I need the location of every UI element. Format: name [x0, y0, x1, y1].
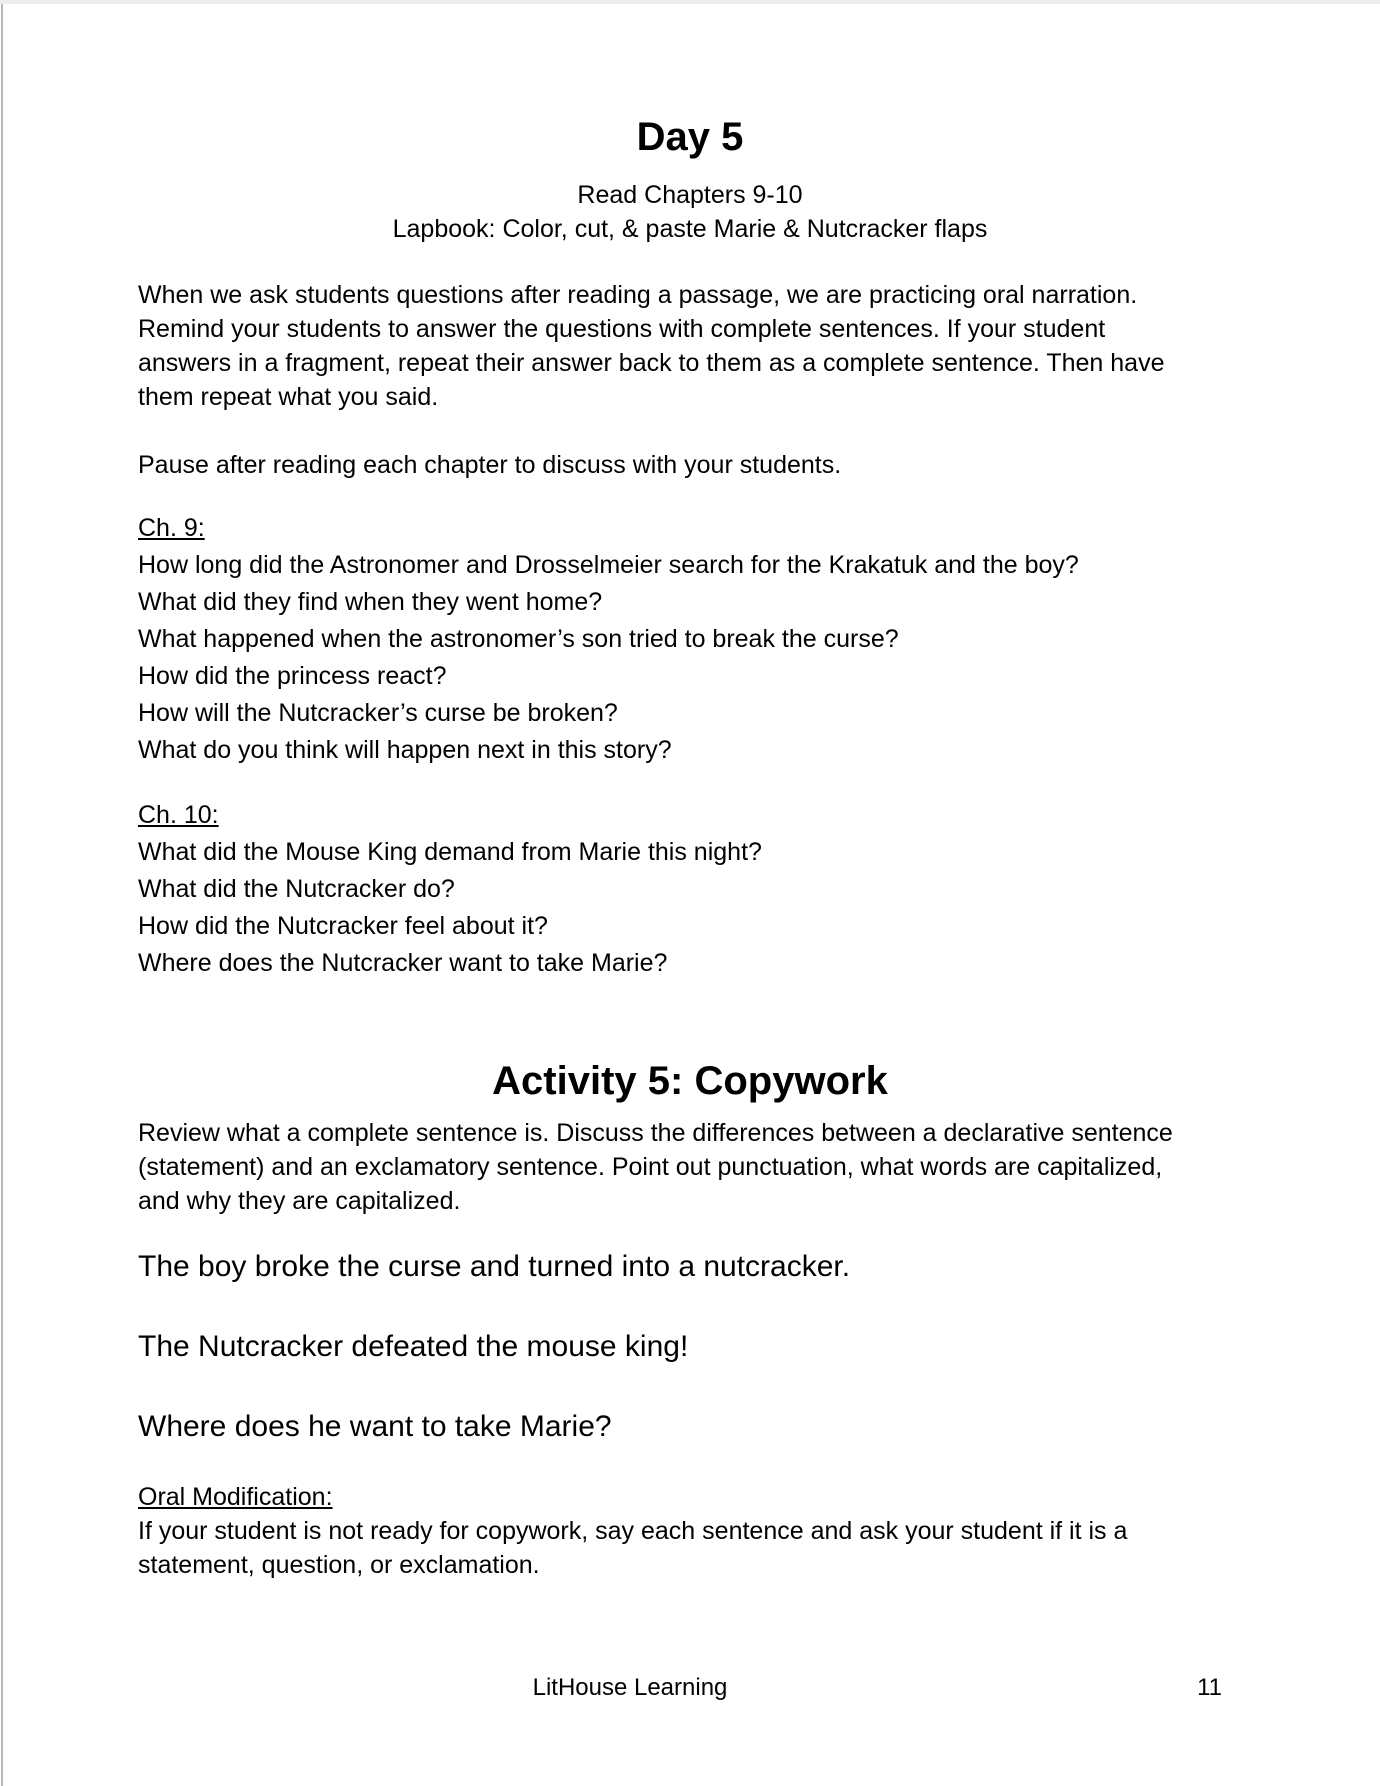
page-content — [138, 0, 1242, 1582]
question: Where does the Nutcracker want to take Marie? — [138, 949, 668, 977]
copywork-sentence: The Nutcracker defeated the mouse king! — [138, 1330, 689, 1363]
paragraph-line: Review what a complete sentence is. Discuss the differences between a declarative sentence — [138, 1119, 1173, 1147]
day-title: Day 5 — [636, 115, 744, 159]
paragraph-line: and why they are capitalized. — [138, 1187, 461, 1215]
chapter-10-section — [138, 797, 1242, 982]
subtitle-line: Lapbook: Color, cut, & paste Marie & Nutcracker flaps — [392, 215, 988, 243]
chapter-9-label — [138, 510, 1242, 547]
copywork-sentence: Where does he want to take Marie? — [138, 1410, 612, 1443]
paragraph-line: them repeat what you said. — [138, 383, 439, 411]
question: How did the Nutcracker feel about it? — [138, 912, 548, 940]
paragraph-line: answers in a fragment, repeat their answer back to them as a complete sentence. Then have — [138, 349, 1165, 377]
question: What did the Nutcracker do? — [138, 875, 455, 903]
review-paragraph — [138, 1116, 1242, 1218]
question: How did the princess react? — [138, 662, 447, 690]
chapter-9-section — [138, 510, 1242, 769]
question: What did the Mouse King demand from Marie this night? — [138, 838, 762, 866]
question: What did they find when they went home? — [138, 588, 603, 616]
copywork-sentence: The boy broke the curse and turned into a nutcracker. — [138, 1250, 851, 1283]
paragraph-line: Pause after reading each chapter to discuss with your students. — [138, 451, 842, 479]
oral-modification-paragraph — [138, 1514, 1242, 1582]
intro-paragraph — [138, 278, 1242, 414]
page-left-edge — [1, 4, 3, 1786]
paragraph-line: (statement) and an exclamatory sentence. Point out punctuation, what words are capitalized, — [138, 1153, 1163, 1181]
paragraph-line: Remind your students to answer the questions with complete sentences. If your student — [138, 315, 1106, 343]
question: How long did the Astronomer and Drosselmeier search for the Krakatuk and the boy? — [138, 551, 1079, 579]
question: What happened when the astronomer’s son tried to break the curse? — [138, 625, 899, 653]
question: How will the Nutcracker’s curse be broken? — [138, 699, 618, 727]
paragraph-line: statement, question, or exclamation. — [138, 1551, 540, 1579]
activity-title: Activity 5: Copywork — [492, 1059, 888, 1103]
chapter-10-label-text: Ch. 10: — [138, 801, 219, 829]
footer-page-number: 11 — [1197, 1674, 1222, 1701]
footer-brand: LitHouse Learning — [532, 1674, 728, 1701]
chapter-9-label-text: Ch. 9: — [138, 514, 205, 542]
oral-modification-label: Oral Modification: — [138, 1483, 333, 1511]
chapter-10-label — [138, 797, 1242, 834]
subtitle-line: Read Chapters 9-10 — [577, 181, 803, 209]
paragraph-line: If your student is not ready for copywork, say each sentence and ask your student if it is a — [138, 1517, 1128, 1545]
question: What do you think will happen next in this story? — [138, 736, 672, 764]
pause-paragraph — [138, 448, 1242, 482]
subtitle — [138, 178, 1242, 246]
paragraph-line: When we ask students questions after reading a passage, we are practicing oral narration. — [138, 281, 1138, 309]
